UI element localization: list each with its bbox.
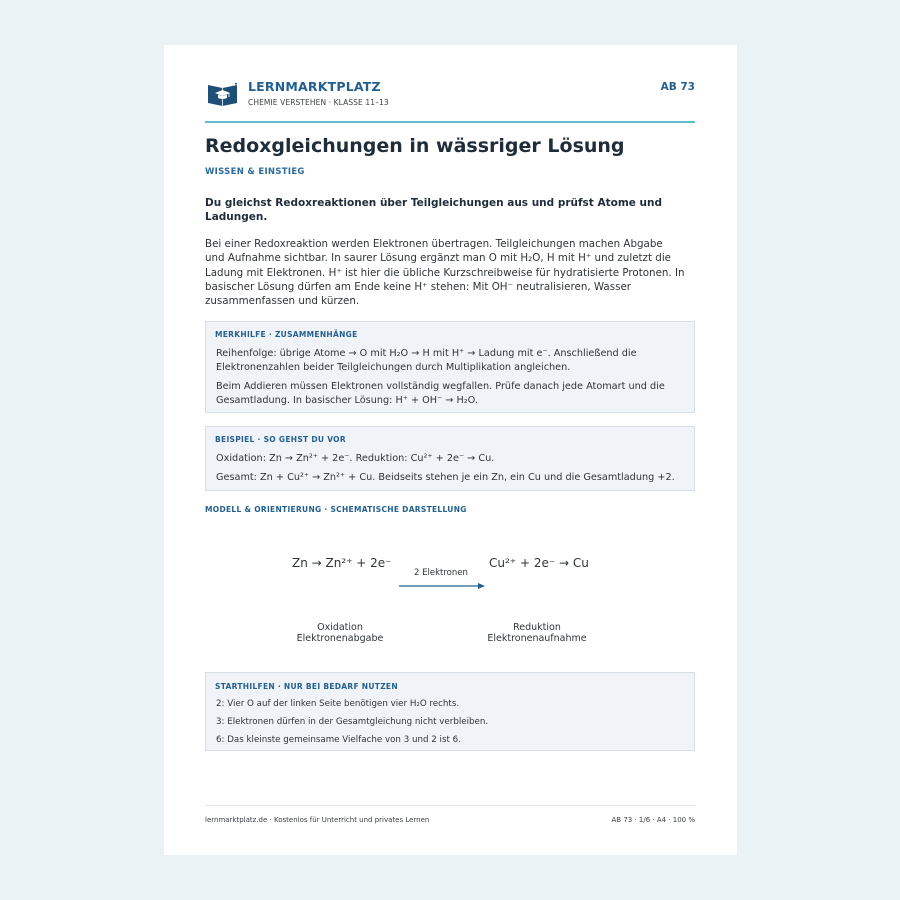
merkhilfe-paragraph-2-text: Beim Addieren müssen Elektronen vollständig wegfallen. Prüfe danach jede Atomart und die Gesamtladung. In basischer Lösung:: [216, 381, 665, 406]
footer-left: lernmarktplatz.de · Kostenlos für Unterricht und privates Lernen: [205, 816, 430, 824]
footer-right: AB 73 · 1/6 · A4 · 100 %: [611, 816, 695, 824]
reduction-caption-subtitle: Elektronenaufnahme: [487, 633, 587, 644]
oxidation-caption-title: Oxidation: [317, 622, 363, 633]
lead-text: Du gleichst Redoxreaktionen über Teilgleichungen aus und prüfst Atome und Ladungen.: [205, 197, 663, 223]
reduction-caption-title: Reduktion: [513, 622, 561, 633]
oxidation-caption-subtitle: Elektronenabgabe: [296, 633, 384, 644]
merkhilfe-heading: MERKHILFE · ZUSAMMENHÄNGE: [215, 330, 358, 339]
reduction-equation: Cu²⁺ + 2e⁻ → Cu: [489, 556, 589, 570]
modell-heading: MODELL & ORIENTIERUNG · SCHEMATISCHE DARSTELLUNG: [205, 505, 467, 514]
intro-paragraph: Bei einer Redoxreaktion werden Elektronen übertragen. Teilgleichungen machen Abgabe und Aufnahme sichtbar. In saurer Lösung ergänzt man O mit H₂O, H mit H⁺ und zuletzt die Ladung mit Elektronen. H⁺ ist hier die übliche Kurzschreibweise für hydratisierte Protonen. In basischer Lösung dürfen am Ende keine H⁺ stehen: Mit OH⁻ neutralisieren, Wasser zusammenfassen und kürzen.: [205, 238, 685, 308]
graduation-cap-book-icon: [207, 82, 238, 106]
starthilfen-heading: STARTHILFEN · NUR BEI BEDARF NUTZEN: [215, 682, 398, 691]
worksheet-page: [164, 45, 737, 855]
oxidation-formula: Zn → Zn²⁺ + 2e⁻: [269, 453, 350, 464]
gesamt-formula: Zn + Cu²⁺ → Zn²⁺ + Cu: [260, 472, 373, 483]
page-title: Redoxgleichungen in wässriger Lösung: [205, 135, 625, 157]
header: [205, 78, 695, 122]
gesamt-text: . Beidseits stehen je ein Zn, ein Cu und die Gesamtladung +2.: [372, 472, 675, 483]
header-divider: [205, 121, 695, 123]
beispiel-line-1: [216, 452, 686, 466]
merkhilfe-formula: H⁺ + OH⁻ → H₂O.: [395, 395, 478, 406]
reduction-label: . Reduktion:: [349, 453, 408, 464]
brand-name: LERNMARKTPLATZ: [248, 79, 381, 94]
oxidation-label: Oxidation:: [216, 453, 266, 464]
beispiel-box: [205, 426, 695, 491]
starthilfen-box: [205, 672, 695, 751]
line-1-period: .: [491, 453, 495, 464]
merkhilfe-paragraph-1: Reihenfolge: übrige Atome → O mit H₂O → H mit H⁺ → Ladung mit e⁻. Anschließend die Elektronenzahlen beider Teilgleichungen durch Multiplikation angleichen.: [216, 348, 637, 373]
footer-divider: [205, 805, 695, 806]
brand-subtitle: CHEMIE VERSTEHEN · KLASSE 11–13: [248, 98, 389, 107]
gesamt-label: Gesamt:: [216, 472, 257, 483]
oxidation-caption: [275, 622, 405, 644]
electron-transfer-label: 2 Elektronen: [414, 568, 468, 578]
starthilfe-item: 6: Das kleinste gemeinsame Vielfache von 3 und 2 ist 6.: [216, 735, 461, 745]
starthilfe-item: 3: Elektronen dürfen in der Gesamtgleichung nicht verbleiben.: [216, 717, 489, 727]
section-kicker: WISSEN & EINSTIEG: [205, 167, 305, 177]
redox-diagram: [205, 545, 695, 665]
electron-transfer-arrow: [398, 581, 488, 591]
merkhilfe-paragraph-2: [216, 380, 686, 408]
starthilfe-item: 2: Vier O auf der linken Seite benötigen vier H₂O rechts.: [216, 699, 460, 709]
reduction-formula: Cu²⁺ + 2e⁻ → Cu: [410, 453, 492, 464]
reduction-caption: [472, 622, 602, 644]
oxidation-equation: Zn → Zn²⁺ + 2e⁻: [292, 556, 392, 570]
worksheet-code: AB 73: [660, 81, 695, 93]
beispiel-heading: BEISPIEL · SO GEHST DU VOR: [215, 435, 346, 444]
beispiel-line-2: [216, 471, 686, 485]
merkhilfe-box: [205, 321, 695, 413]
